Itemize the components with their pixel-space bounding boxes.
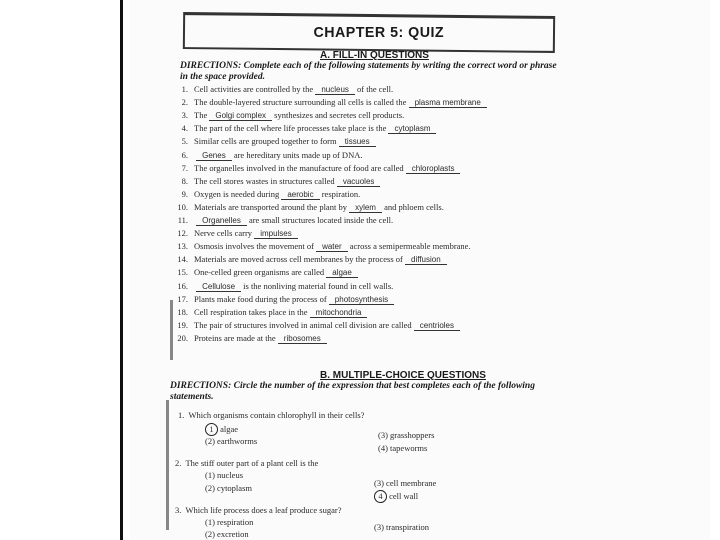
fill-in-question [172, 333, 562, 345]
question-number: 7. [181, 162, 188, 173]
answer-blank[interactable]: xylem [349, 203, 382, 213]
fill-in-question [172, 320, 562, 332]
fill-in-question [172, 110, 562, 122]
answer-blank[interactable]: algae [326, 268, 358, 278]
fill-in-question [172, 150, 562, 162]
fill-in-question [172, 294, 562, 306]
question-number: 15. [177, 267, 188, 278]
question-number: 10. [177, 201, 188, 212]
mc-question-1: 1. Which organisms contain chlorophyll in their cells? [178, 410, 365, 420]
question-text-after: across a semipermeable membrane. [349, 241, 471, 252]
question-text-before: Similar cells are grouped together to form [194, 136, 337, 147]
directions-line-2: in the space provided. [180, 72, 265, 82]
question-number: 17. [177, 293, 188, 304]
answer-blank[interactable]: impulses [254, 229, 298, 239]
mc-q2-option-3[interactable]: (3) cell membrane [374, 478, 437, 488]
question-text-before: The cell stores wastes in structures called [194, 175, 335, 186]
question-text-before: Oxygen is needed during [194, 188, 280, 199]
question-text-before: Plants make food during the process of [194, 293, 327, 304]
mc-q1-option-2[interactable]: (2) earthworms [205, 436, 258, 446]
fill-in-question [172, 84, 562, 96]
mc-q2-option-4[interactable]: 4 cell wall [374, 490, 418, 503]
question-text-before: The part of the cell where life processes take place is the [194, 123, 387, 134]
answer-blank[interactable]: Genes [196, 151, 232, 161]
mc-q2-option-2[interactable]: (2) cytoplasm [205, 483, 252, 493]
question-text-before: The pair of structures involved in animal cell division are called [194, 319, 412, 330]
section-b-directions [170, 381, 535, 403]
fill-in-question [172, 136, 562, 148]
question-number: 16. [177, 280, 188, 291]
answer-blank[interactable]: water [316, 242, 348, 252]
question-text-before: Cell respiration takes place in the [194, 306, 308, 317]
mc-q3-option-3[interactable]: (3) transpiration [374, 522, 430, 532]
fill-in-question [172, 202, 562, 214]
question-number: 13. [177, 241, 188, 252]
question-number: 5. [181, 136, 188, 147]
directions-line-1: DIRECTIONS: Complete each of the following statements by writing the correct word or phrase [180, 61, 557, 71]
question-text-after: and phloem cells. [384, 201, 444, 212]
fill-in-question [172, 267, 562, 279]
question-text-before: Materials are moved across cell membranes by the process of [194, 254, 403, 265]
answer-blank[interactable]: centrioles [414, 321, 460, 331]
question-number: 19. [177, 319, 188, 330]
directions-b-line-1: DIRECTIONS: Circle the number of the expression that best completes each of the following [170, 381, 535, 391]
fill-in-question [172, 254, 562, 266]
answer-blank[interactable]: aerobic [281, 190, 319, 200]
circle-mark-icon: 1 [205, 423, 218, 436]
circle-mark-icon: 4 [374, 490, 387, 503]
fill-in-question [172, 228, 562, 240]
question-text-after: respiration. [321, 188, 361, 199]
question-text-after: of the cell. [357, 84, 394, 94]
question-number: 11. [177, 215, 188, 225]
question-number: 12. [177, 228, 188, 239]
question-text-before: Osmosis involves the movement of [194, 241, 314, 252]
fill-in-question [172, 163, 562, 175]
question-text-after: are hereditary units made up of DNA. [233, 149, 363, 160]
directions-b-line-2: statements. [170, 392, 214, 402]
mc-q1-option-1[interactable]: 1 algae [205, 423, 238, 436]
answer-blank[interactable]: Golgi complex [209, 111, 272, 121]
question-text-before: The organelles involved in the manufacture of food are called [194, 162, 404, 173]
mc-q3-option-2[interactable]: (2) excretion [205, 529, 249, 539]
question-number: 18. [177, 306, 188, 317]
question-text-after: are small structures located inside the cell. [248, 215, 394, 225]
mc-question-2: 2. The stiff outer part of a plant cell is the [175, 458, 319, 468]
question-number: 8. [181, 175, 188, 186]
question-number: 20. [177, 332, 188, 343]
answer-blank[interactable]: diffusion [405, 255, 447, 265]
answer-blank[interactable]: plasma membrane [409, 98, 487, 108]
answer-blank[interactable]: chloroplasts [406, 164, 461, 174]
question-text-before: One-celled green organisms are called [194, 267, 325, 278]
answer-blank[interactable]: mitochondria [310, 308, 368, 318]
question-text-before: Proteins are made at the [194, 332, 276, 343]
scan-smudge [166, 400, 169, 530]
question-text-after: is the nonliving material found in cell walls. [243, 280, 394, 291]
scan-edge [120, 0, 123, 540]
question-text-before: Materials are transported around the plant by [194, 201, 347, 212]
answer-blank[interactable]: Organelles [196, 216, 247, 226]
question-text-before: Cell activities are controlled by the [194, 84, 314, 94]
mc-question-3: 3. Which life process does a leaf produce sugar? [175, 505, 342, 515]
answer-blank[interactable]: Cellulose [196, 282, 241, 292]
question-text-before: Nerve cells carry [194, 228, 253, 239]
question-text-before: The [194, 110, 208, 121]
answer-blank[interactable]: nucleus [315, 85, 355, 95]
answer-blank[interactable]: photosynthesis [329, 295, 394, 305]
fill-in-question [172, 241, 562, 253]
question-number: 3. [181, 110, 188, 121]
question-text-after: synthesizes and secretes cell products. [274, 110, 405, 121]
question-text-before: The double-layered structure surrounding all cells is called the [194, 97, 407, 108]
question-number: 9. [181, 188, 188, 199]
question-number: 6. [181, 149, 188, 160]
mc-q2-option-1[interactable]: (1) nucleus [205, 470, 244, 480]
fill-in-question [172, 307, 562, 319]
answer-blank[interactable]: ribosomes [278, 334, 327, 344]
section-a-directions [180, 61, 557, 83]
scan-smudge [170, 300, 173, 360]
answer-blank[interactable]: tissues [339, 137, 376, 147]
question-number: 14. [177, 254, 188, 265]
mc-q1-option-4[interactable]: (4) tapeworms [378, 443, 428, 453]
fill-in-question [172, 176, 562, 188]
answer-blank[interactable]: cytoplasm [388, 124, 436, 134]
question-number: 1. [181, 84, 188, 94]
question-number: 4. [181, 123, 188, 134]
section-a-title: A. FILL-IN QUESTIONS [320, 50, 429, 61]
mc-q3-option-1[interactable]: (1) respiration [205, 517, 254, 527]
fill-in-question [172, 281, 562, 293]
answer-blank[interactable]: vacuoles [337, 177, 381, 187]
question-number: 2. [181, 97, 188, 108]
fill-in-question [172, 123, 562, 135]
fill-in-question [172, 97, 562, 109]
fill-in-question [172, 189, 562, 201]
fill-in-question [172, 215, 562, 227]
mc-q1-option-3[interactable]: (3) grasshoppers [378, 430, 435, 440]
page-title: CHAPTER 5: QUIZ [313, 24, 445, 41]
section-b-title: B. MULTIPLE-CHOICE QUESTIONS [320, 370, 486, 381]
